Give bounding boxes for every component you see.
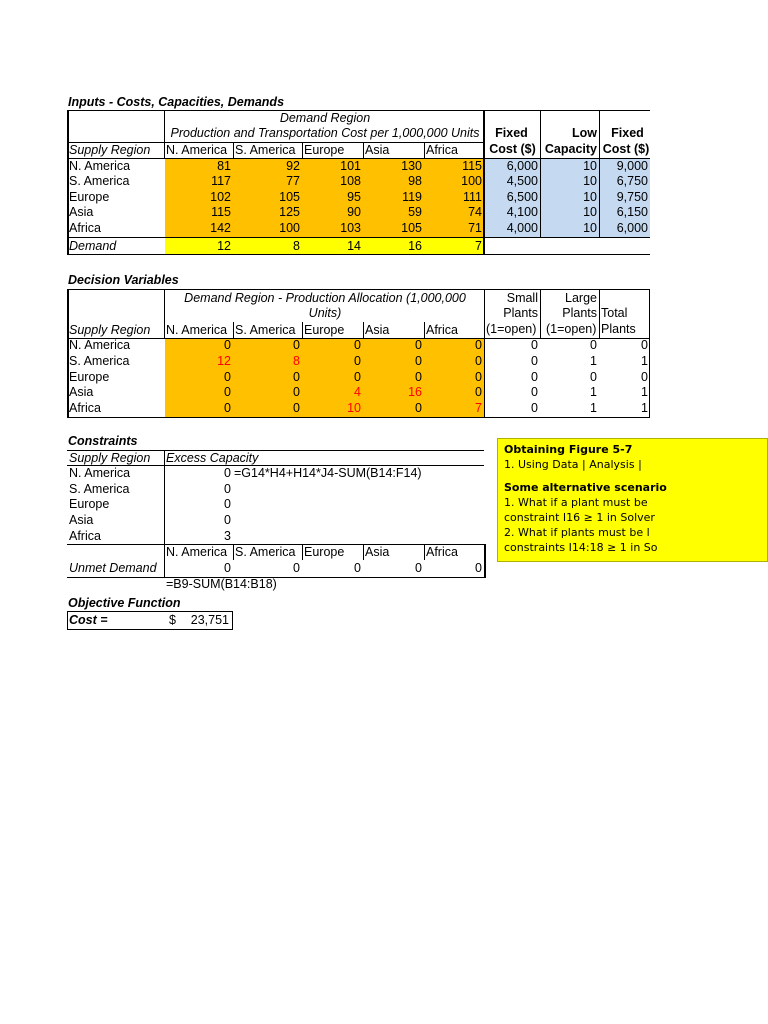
currency-symbol: $ <box>169 613 176 627</box>
col-n-america: N. America <box>166 143 228 157</box>
col-n-america: N. America <box>166 545 228 559</box>
table-border <box>484 289 485 418</box>
unmet-cell: 0 <box>224 561 231 575</box>
alloc-cell[interactable]: 0 <box>475 338 482 352</box>
note-line: 1. Using Data | Analysis | <box>504 458 642 471</box>
cost-cell: 115 <box>462 159 482 173</box>
small-plant-cell[interactable]: 0 <box>531 354 538 368</box>
col-s-america: S. America <box>235 545 296 559</box>
table-border <box>649 289 650 418</box>
table-border <box>233 544 234 560</box>
table-border <box>302 544 303 560</box>
decision-title: Decision Variables <box>68 273 179 287</box>
large-plant-cell[interactable]: 0 <box>590 338 597 352</box>
cost-cell: 119 <box>402 190 422 204</box>
fixed-cost-label: Fixed <box>495 126 528 140</box>
objective-title: Objective Function <box>68 596 181 610</box>
large-plant-cell[interactable]: 1 <box>590 385 597 399</box>
table-border <box>67 338 650 339</box>
table-border <box>233 322 234 338</box>
capacity-cell: 10 <box>583 190 597 204</box>
demand-cell: 8 <box>293 239 300 253</box>
capacity-cell: 10 <box>583 205 597 219</box>
fixed-cost-2-cell: 9,000 <box>616 159 648 173</box>
small-plant-cell[interactable]: 0 <box>531 385 538 399</box>
cost-cell: 77 <box>286 174 300 188</box>
small-plant-cell[interactable]: 0 <box>531 401 538 415</box>
cost-cell: 125 <box>279 205 300 219</box>
total-plants-label: Total <box>601 306 628 320</box>
note-line: 1. What if a plant must be <box>504 496 648 509</box>
table-border <box>424 322 425 338</box>
note-title: Obtaining Figure 5-7 <box>504 443 633 456</box>
col-africa: Africa <box>426 545 458 559</box>
col-asia: Asia <box>365 323 390 337</box>
note-line: 2. What if plants must be l <box>504 526 650 539</box>
col-s-america: S. America <box>235 323 296 337</box>
capacity-cell: 10 <box>583 174 597 188</box>
small-plant-cell[interactable]: 0 <box>531 370 538 384</box>
col-europe: Europe <box>304 545 345 559</box>
alloc-cell[interactable]: 0 <box>354 370 361 384</box>
cost-value: 23,751 <box>190 613 229 627</box>
fixed-cost-2-cell: 6,750 <box>616 174 648 188</box>
alloc-cell[interactable]: 0 <box>415 401 422 415</box>
region-label: Asia <box>69 205 94 219</box>
supply-region-header: Supply Region <box>69 143 151 157</box>
low-capacity-label: Low <box>572 126 597 140</box>
note-subtitle: Some alternative scenario <box>504 481 667 494</box>
region-label: N. America <box>69 338 131 352</box>
region-label: S. America <box>69 174 130 188</box>
large-plant-cell[interactable]: 1 <box>590 401 597 415</box>
fixed-cost-cell: 6,000 <box>506 159 538 173</box>
alloc-cell[interactable]: 0 <box>293 401 300 415</box>
cost-cell: 102 <box>210 190 231 204</box>
cost-cell: 100 <box>461 174 482 188</box>
table-border <box>484 544 486 578</box>
cost-cell: 59 <box>408 205 422 219</box>
table-border <box>599 289 600 338</box>
alloc-cell[interactable]: 0 <box>224 385 231 399</box>
cost-label: Cost = <box>69 613 108 627</box>
cost-cell: 105 <box>401 221 422 235</box>
constraints-title: Constraints <box>68 434 138 448</box>
fixed-cost-unit: Cost ($) <box>489 142 536 156</box>
table-border <box>540 289 541 338</box>
small-plants-label-2: Plants <box>503 306 538 320</box>
cost-cell: 101 <box>340 159 361 173</box>
cost-cell: 142 <box>210 221 231 235</box>
region-label: Africa <box>69 221 101 235</box>
alloc-cell[interactable]: 16 <box>408 385 422 399</box>
region-label: S. America <box>69 354 130 368</box>
fixed-cost-2-cell: 6,000 <box>616 221 648 235</box>
alloc-cell[interactable]: 0 <box>293 338 300 352</box>
cost-cell: 71 <box>468 221 482 235</box>
total-plants-label-2: Plants <box>601 322 636 336</box>
fixed-cost-cell: 4,000 <box>506 221 538 235</box>
fixed-cost-2-cell: 9,750 <box>616 190 648 204</box>
table-border <box>67 254 650 255</box>
small-plants-label: Small <box>506 291 538 305</box>
excess-cell: 3 <box>224 529 231 543</box>
capacity-cell: 10 <box>583 159 597 173</box>
cost-cell: 117 <box>211 174 231 188</box>
region-label: Africa <box>69 401 101 415</box>
fixed-cost-cell: 4,500 <box>506 174 538 188</box>
alloc-cell[interactable]: 10 <box>347 401 361 415</box>
fixed-cost-cell: 4,100 <box>506 205 538 219</box>
table-border <box>363 544 364 560</box>
cost-cell: 115 <box>211 205 231 219</box>
cost-cell: 100 <box>279 221 300 235</box>
unmet-cell: 0 <box>475 561 482 575</box>
table-border <box>67 237 650 238</box>
cost-cell: 108 <box>340 174 361 188</box>
region-label: S. America <box>69 482 130 496</box>
alloc-cell[interactable]: 0 <box>354 354 361 368</box>
supply-region-header: Supply Region <box>69 323 151 337</box>
small-plants-open: (1=open) <box>486 322 537 336</box>
objective-box <box>67 611 233 630</box>
alloc-cell[interactable]: 0 <box>293 370 300 384</box>
table-border <box>302 322 303 338</box>
excess-cell: 0 <box>224 513 231 527</box>
instructions-note <box>497 438 768 562</box>
alloc-cell[interactable]: 0 <box>224 370 231 384</box>
table-border <box>233 142 234 158</box>
alloc-cell[interactable]: 0 <box>475 385 482 399</box>
col-europe: Europe <box>304 143 345 157</box>
table-border <box>67 450 484 451</box>
table-border <box>67 577 485 578</box>
large-plants-label: Large <box>565 291 597 305</box>
note-line: constraints I14:18 ≥ 1 in So <box>504 541 658 554</box>
demand-cell: 7 <box>475 239 482 253</box>
alloc-header-line2: Units) <box>308 306 342 320</box>
region-label: N. America <box>69 159 131 173</box>
table-border <box>67 417 650 418</box>
alloc-cell[interactable]: 0 <box>415 354 422 368</box>
table-border <box>363 322 364 338</box>
demand-region-header: Demand Region <box>279 111 371 125</box>
alloc-cell[interactable]: 0 <box>224 401 231 415</box>
alloc-cell[interactable]: 0 <box>475 370 482 384</box>
excess-cell: 0 <box>224 466 231 480</box>
cost-cell: 74 <box>468 205 482 219</box>
supply-region-header: Supply Region <box>69 451 151 465</box>
large-plant-cell[interactable]: 1 <box>590 354 597 368</box>
fixed-cost-2-label: Fixed <box>611 126 644 140</box>
table-border <box>67 158 650 159</box>
region-label: Europe <box>69 497 110 511</box>
table-border <box>67 289 650 290</box>
alloc-cell[interactable]: 12 <box>217 354 231 368</box>
table-border <box>424 142 425 158</box>
region-label: Europe <box>69 190 110 204</box>
demand-cell: 12 <box>217 239 231 253</box>
fixed-cost-2-cell: 6,150 <box>616 205 648 219</box>
col-s-america: S. America <box>235 143 296 157</box>
alloc-cell[interactable]: 0 <box>354 338 361 352</box>
table-border <box>67 289 69 418</box>
fixed-cost-cell: 6,500 <box>506 190 538 204</box>
large-plants-label-2: Plants <box>562 306 597 320</box>
region-label: N. America <box>69 466 131 480</box>
cost-header: Production and Transportation Cost per 1,000,000 Units <box>170 126 480 140</box>
cost-cell: 95 <box>347 190 361 204</box>
cost-cell: 81 <box>217 159 231 173</box>
unmet-formula: =B9-SUM(B14:B18) <box>166 577 277 591</box>
table-border <box>67 465 484 466</box>
col-asia: Asia <box>365 143 390 157</box>
excess-capacity-header: Excess Capacity <box>166 451 259 465</box>
alloc-cell[interactable]: 4 <box>354 385 361 399</box>
region-label: Africa <box>69 529 101 543</box>
cost-cell: 92 <box>286 159 300 173</box>
note-line: constraint I16 ≥ 1 in Solver <box>504 511 655 524</box>
total-plant-cell: 0 <box>641 370 648 384</box>
table-border <box>599 110 600 238</box>
inputs-title: Inputs - Costs, Capacities, Demands <box>68 95 285 109</box>
table-border <box>302 142 303 158</box>
total-plant-cell: 0 <box>641 338 648 352</box>
col-n-america: N. America <box>166 323 228 337</box>
table-border <box>67 110 650 111</box>
cost-cell: 90 <box>347 205 361 219</box>
cost-cell: 103 <box>340 221 361 235</box>
small-plant-cell[interactable]: 0 <box>531 338 538 352</box>
demand-cell: 16 <box>408 239 422 253</box>
alloc-header-line1: Demand Region - Production Allocation (1,000,000 <box>184 291 466 305</box>
unmet-cell: 0 <box>415 561 422 575</box>
total-plant-cell: 1 <box>641 354 648 368</box>
excess-cell: 0 <box>224 497 231 511</box>
cost-cell: 98 <box>408 174 422 188</box>
alloc-cell[interactable]: 0 <box>475 354 482 368</box>
large-plant-cell[interactable]: 0 <box>590 370 597 384</box>
unmet-cell: 0 <box>354 561 361 575</box>
alloc-cell[interactable]: 0 <box>415 370 422 384</box>
cost-cell: 105 <box>279 190 300 204</box>
col-africa: Africa <box>426 143 458 157</box>
excess-formula: =G14*H4+H14*J4-SUM(B14:F14) <box>234 466 422 480</box>
table-border <box>67 142 485 143</box>
table-border <box>67 544 485 545</box>
col-asia: Asia <box>365 545 390 559</box>
region-label: Europe <box>69 370 110 384</box>
table-border <box>164 289 165 338</box>
cost-cell: 111 <box>462 190 482 204</box>
table-border <box>483 110 485 255</box>
table-border <box>164 110 165 158</box>
capacity-cell: 10 <box>583 221 597 235</box>
region-label: Asia <box>69 513 94 527</box>
unmet-cell: 0 <box>293 561 300 575</box>
alloc-cell[interactable]: 0 <box>415 338 422 352</box>
capacity-label: Capacity <box>544 142 597 156</box>
table-border <box>164 450 165 577</box>
col-europe: Europe <box>304 323 345 337</box>
col-africa: Africa <box>426 323 458 337</box>
total-plant-cell: 1 <box>641 401 648 415</box>
demand-cell: 14 <box>347 239 361 253</box>
alloc-cell[interactable]: 0 <box>224 338 231 352</box>
cost-cell: 130 <box>401 159 422 173</box>
unmet-demand-label: Unmet Demand <box>69 561 157 575</box>
table-border <box>67 110 69 255</box>
alloc-cell[interactable]: 0 <box>293 385 300 399</box>
excess-cell: 0 <box>224 482 231 496</box>
demand-label: Demand <box>69 239 117 253</box>
alloc-cell[interactable]: 7 <box>475 401 482 415</box>
table-border <box>540 110 541 238</box>
alloc-cell[interactable]: 8 <box>293 354 300 368</box>
fixed-cost-2-unit: Cost ($) <box>602 142 650 156</box>
table-border <box>363 142 364 158</box>
region-label: Asia <box>69 385 94 399</box>
large-plants-open: (1=open) <box>546 322 597 336</box>
table-border <box>424 544 425 560</box>
total-plant-cell: 1 <box>641 385 648 399</box>
